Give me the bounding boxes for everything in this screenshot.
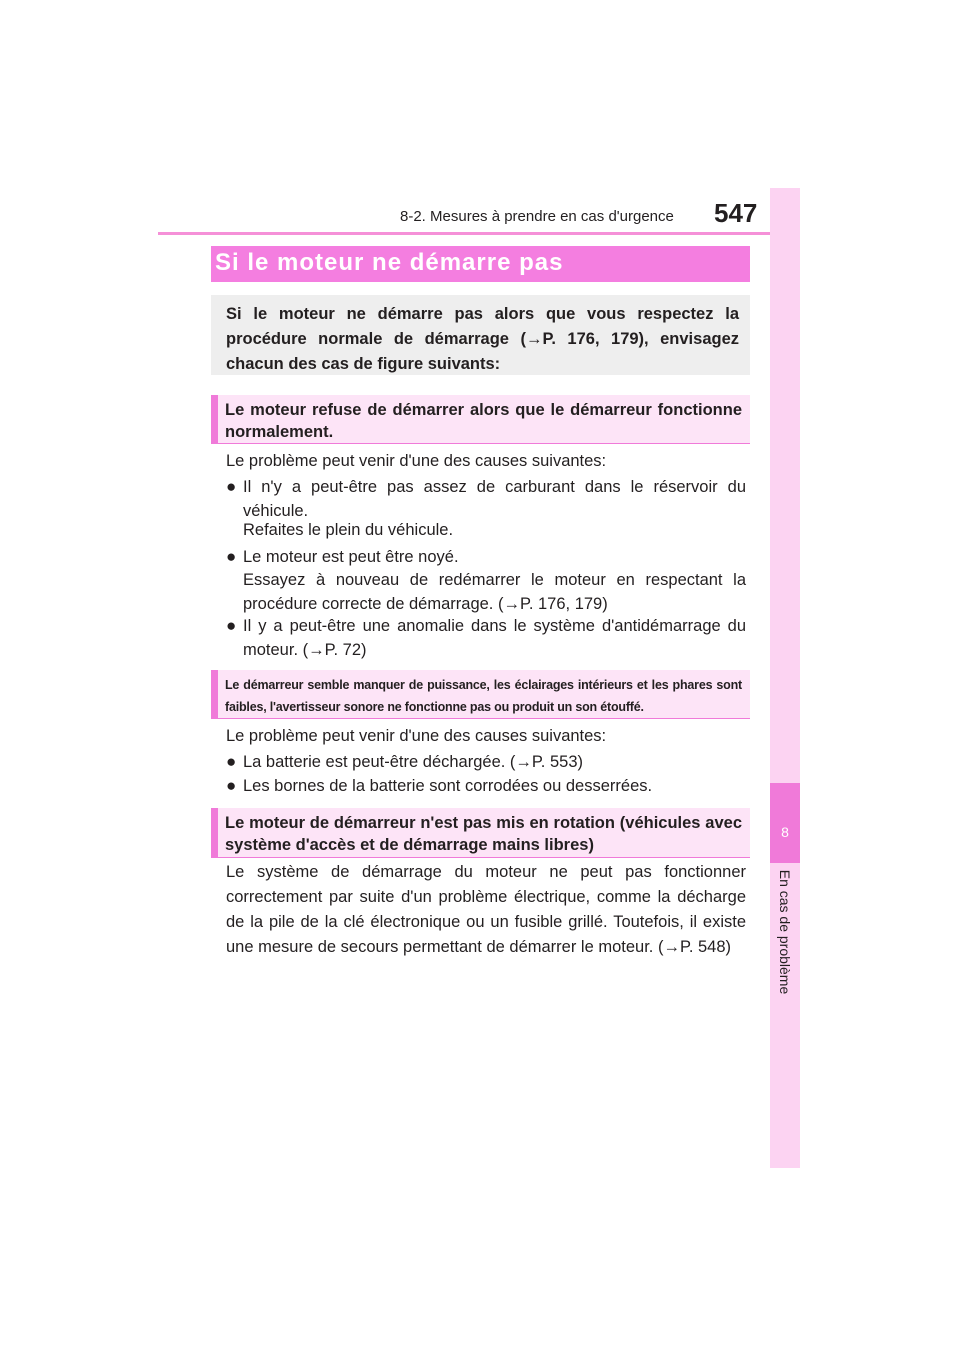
section-heading-2: Le démarreur semble manquer de puissance, les éclairages intérieurs et les phares sont faibles, l'avertisseur sonore ne fonctionne pas ou produit un son étouffé. xyxy=(211,670,750,719)
section-heading-1: Le moteur refuse de démarrer alors que le démarreur fonctionne normalement. xyxy=(211,395,750,444)
section-heading-3: Le moteur de démarreur n'est pas mis en rotation (véhicules avec système d'accès et de démarrage mains libres) xyxy=(211,808,750,858)
list-item-subtext: Essayez à nouveau de redémarrer le moteur en respectant la procédure correcte de démarrage. (→P. 176, 179) xyxy=(243,571,746,613)
page-title: Si le moteur ne démarre pas xyxy=(215,249,564,276)
header-divider xyxy=(158,232,800,235)
chapter-number: 8 xyxy=(781,824,789,840)
chapter-side-tab-marker xyxy=(770,783,800,863)
header-section-title: 8-2. Mesures à prendre en cas d'urgence xyxy=(400,208,674,225)
list-item-text: Le moteur est peut être noyé. xyxy=(243,548,459,566)
bullet-icon: ● xyxy=(226,616,237,635)
list-item-subtext: Refaites le plein du véhicule. xyxy=(243,521,454,539)
page-number: 547 xyxy=(714,198,758,228)
bullet-icon: ● xyxy=(226,752,237,771)
section-2-lead: Le problème peut venir d'une des causes suivantes: xyxy=(226,727,607,745)
chapter-side-tab xyxy=(770,188,800,1168)
list-item-text: La batterie est peut-être déchargée. (→P. 553) xyxy=(243,753,583,771)
section-1-lead: Le problème peut venir d'une des causes suivantes: xyxy=(226,452,607,470)
bullet-icon: ● xyxy=(226,547,237,566)
chapter-label: En cas de problème xyxy=(777,869,793,995)
list-item-text: Les bornes de la batterie sont corrodées ou desserrées. xyxy=(243,777,653,795)
list-item-text: Il y a peut-être une anomalie dans le système d'antidémarrage du moteur. (→P. 72) xyxy=(243,617,746,659)
bullet-icon: ● xyxy=(226,477,237,496)
list-item-text: Il n'y a peut-être pas assez de carburant dans le réservoir du véhicule. xyxy=(243,478,746,520)
intro-box: Si le moteur ne démarre pas alors que vous respectez la procédure normale de démarrage (→P. 176, 179), envisagez chacun des cas de figure suivants: xyxy=(211,295,750,375)
section-3-body: Le système de démarrage du moteur ne peut pas fonctionner correctement par suite d'un problème électrique, comme la décharge de la pile de la clé électronique ou un fusible grillé. Toutefois, il existe une mesure de secours permettant de démarrer le moteur. (→P. 548) xyxy=(226,863,746,956)
bullet-icon: ● xyxy=(226,776,237,795)
